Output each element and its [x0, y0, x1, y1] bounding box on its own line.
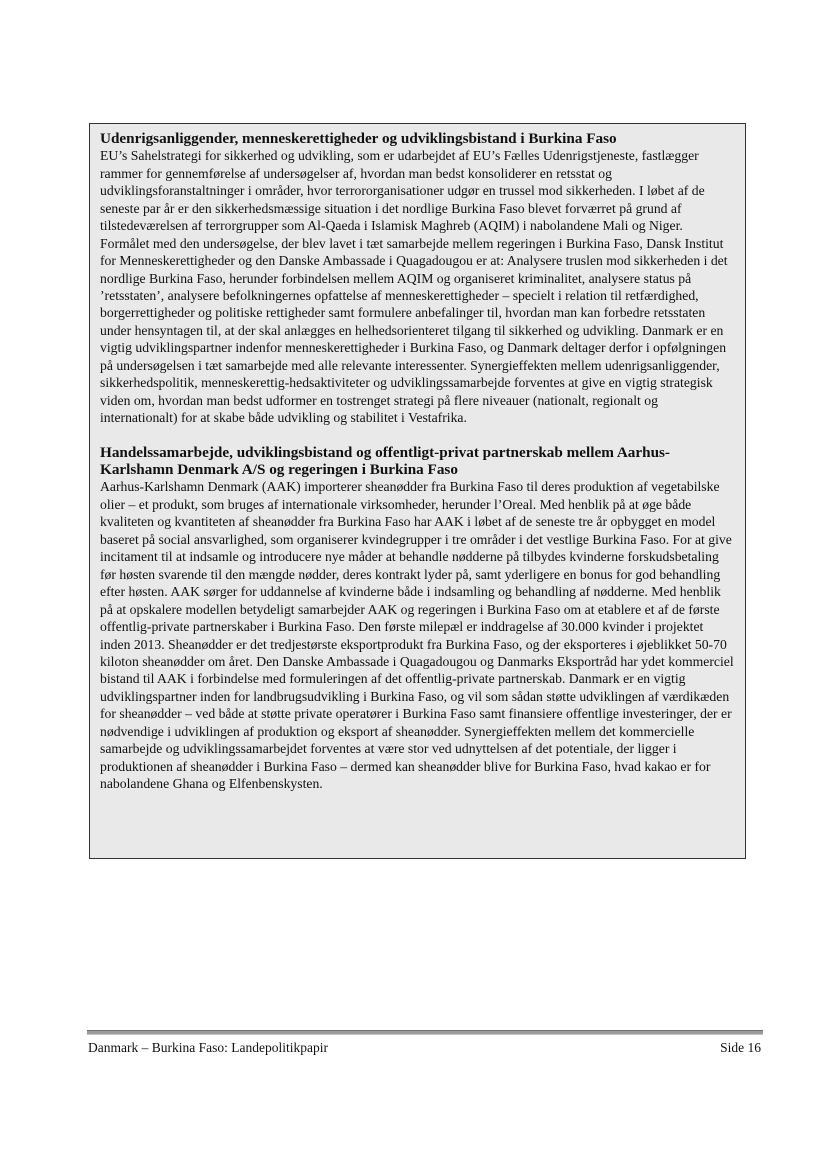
footer-page-number: Side 16: [720, 1040, 761, 1055]
section-trade-cooperation: [100, 444, 735, 793]
text-box: [89, 123, 746, 859]
section-title: Udenrigsanliggender, menneskerettigheder og udviklingsbistand i Burkina Faso: [100, 130, 617, 147]
section-body: EU’s Sahelstrategi for sikkerhed og udvikling, som er udarbejdet af EU’s Fælles Udenrigstjeneste, fastlægger rammer for gennemførelse af undersøgelser af, hvordan man bedst konsoliderer en retsstat og udviklingsforanstaltninger i områder, hvor terrororganisationer udgør en trussel mod sikkerheden. I løbet af de seneste par år er den sikkerhedsmæssige situation i det nordlige Burkina Faso blevet forværret på grund af tilstedeværelsen af terrorgrupper som Al-Qaeda i Islamisk Maghreb (AQIM) i nabolandene Mali og Niger. Formålet med den undersøgelse, der blev lavet i tæt samarbejde mellem regeringen i Burkina Faso, Dansk Institut for Menneskerettigheder og den Danske Ambassade i Quagadougou er at: Analysere truslen mod sikkerheden i det nordlige Burkina Faso, herunder forbindelsen mellem AQIM og organiseret kriminalitet, analysere status på ’retsstaten’, analysere befolkningernes opfattelse af menneskerettigheder – specielt i relation til retfærdighed, borgerrettigheder og politiske rettigheder samt formulere anbefalinger til, hvordan man kan forbedre retsstaten under hensyntagen til, at der skal anlægges en helhedsorienteret tilgang til sikkerhed og udvikling. Danmark er en vigtig udviklingspartner indenfor menneskerettigheder i Burkina Faso, og Danmark deltager derfor i opfølgningen på undersøgelsen i tæt samarbejde med alle relevante interessenter. Synergieffekten mellem udenrigsanliggender, sikkerhedspolitik, menneskerettig-hedsaktiviteter og udviklingssamarbejde forventes at give en vigtig strategisk viden om, hvordan man bedst udformer en tostrenget strategi på flere niveauer (nationalt, regionalt og internationalt) for at skabe både udvikling og stabilitet i Vestafrika.: [100, 148, 728, 426]
footer-divider: [87, 1030, 763, 1035]
section-body: Aarhus-Karlshamn Denmark (AAK) importerer sheanødder fra Burkina Faso til deres produktion af vegetabilske olier – et produkt, som bruges af internationale virksomheder, herunder l’Oreal. Med henblik på at øge både kvaliteten og kvantiteten af sheanødder fra Burkina Faso har AAK i løbet af de seneste tre år opbygget en model baseret på social ansvarlighed, som organiserer kvindegrupper i tre områder i det vestlige Burkina Faso. For at give incitament til at indsamle og introducere nye måder at behandle nødderne på tilbydes kvinderne forskudsbetaling før høsten svarende til den mængde nødder, deres kontrakt lyder på, samt yderligere en bonus for god behandling efter høsten. AAK sørger for uddannelse af kvinderne både i indsamling og behandling af nødderne. Med henblik på at opskalere modellen betydeligt samarbejder AAK og regeringen i Burkina Faso om at etablere et af de første offentlig-private partnerskaber i Burkina Faso. Den første milepæl er inddragelse af 30.000 kvinder i projektet inden 2013. Sheanødder er det tredjestørste eksportprodukt fra Burkina Faso, og der eksporteres i øjeblikket 50-70 kiloton sheanødder om året. Den Danske Ambassade i Quagadougou og Danmarks Eksportråd har ydet kommerciel bistand til AAK i forbindelse med formuleringen af det offentlig-private partnerskab. Danmark er en vigtig udviklingspartner inden for landbrugsudvikling i Burkina Faso, og vil som sådan støtte udviklingen af værdikæden for sheanødder – ved både at støtte private operatører i Burkina Faso samt finansiere offentlige investeringer, der er nødvendige i udviklingen af produktion og eksport af sheanødder. Synergieffekten mellem det kommercielle samarbejde og udviklingssamarbejdet forventes at være stor ved udnyttelsen af det potentiale, der ligger i produktionen af sheanødder i Burkina Faso – dermed kan sheanødder blive for Burkina Faso, hvad kakao er for nabolandene Ghana og Elfenbenskysten.: [100, 479, 734, 792]
section-title: Handelssamarbejde, udviklingsbistand og offentligt-privat partnerskab mellem Aarhus-Karlshamn Denmark A/S og regeringen i Burkina Faso: [100, 443, 670, 479]
section-foreign-affairs: [100, 130, 735, 427]
footer-document-title: Danmark – Burkina Faso: Landepolitikpapir: [88, 1040, 328, 1055]
